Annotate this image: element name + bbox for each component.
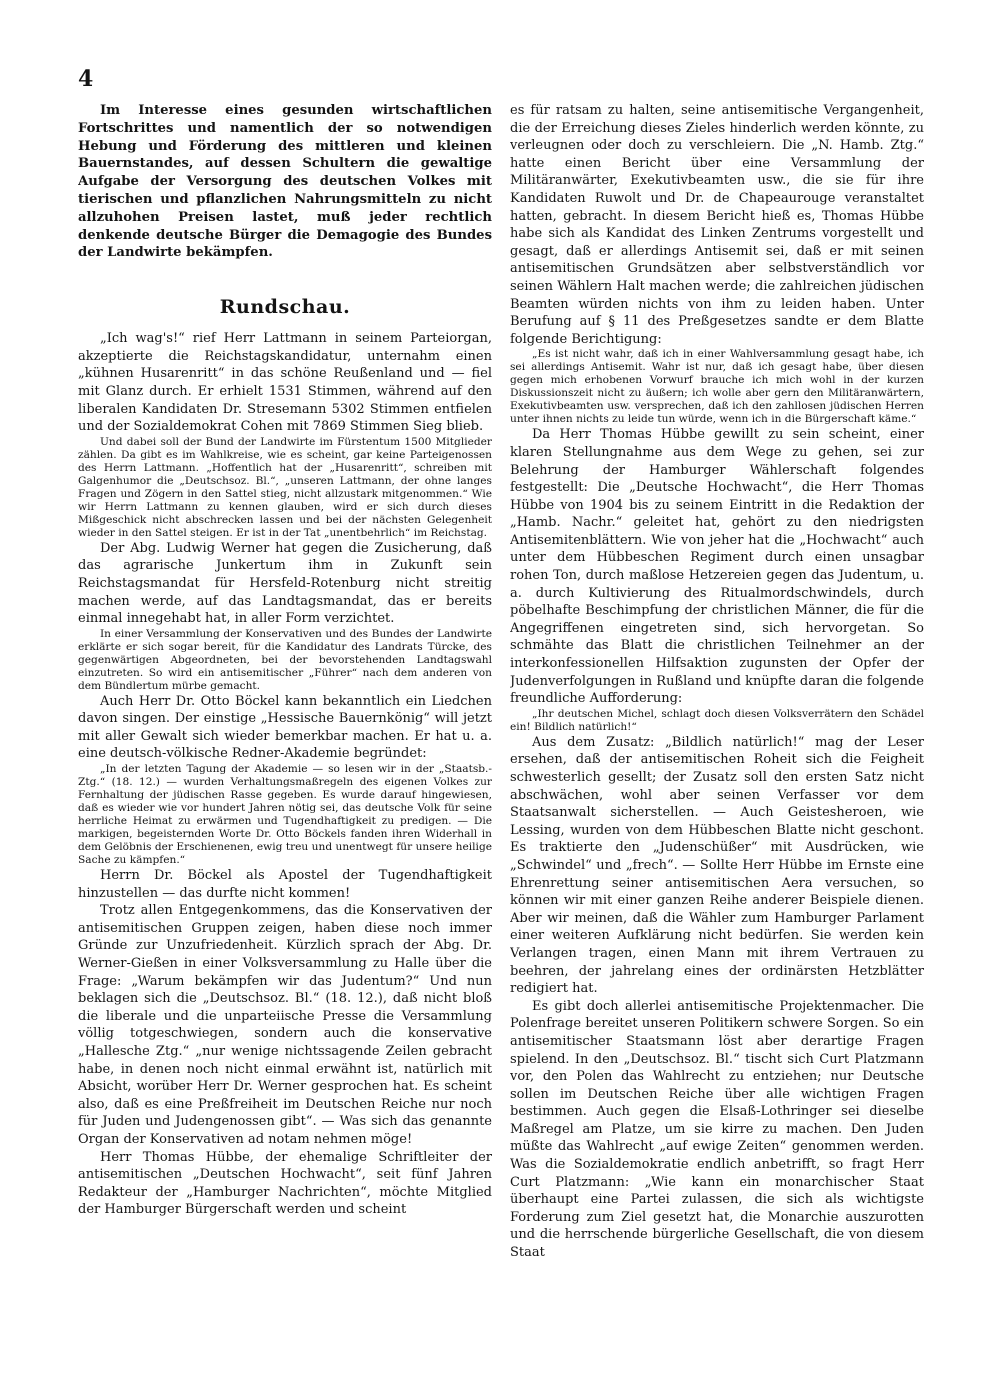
left-column [78, 102, 492, 1337]
left-column-body [78, 330, 492, 1219]
article-paragraph: Aus dem Zusatz: „Bildlich natürlich!“ mag der Leser ersehen, daß der antisemitischen Roheit sich die Feigheit schwesterlich gesellt; der Zusatz soll den ersten Satz nicht abschwächen, wohl aber seinen Verfasser vor dem Staatsanwalt sicherstellen. — Auch Geistesheroen, wie Lessing, wurden von dem Hübbeschen Blatte nicht geschont. Es traktierte den „Judenschüßer“ mit Ausdrücken, wie „Schwindel“ und „frech“. — Sollte Herr Hübbe im Ernste eine Ehrenrettung seiner antisemitischen Aera versuchen, so können wir mit einer ganzen Reihe anderer Beispiele dienen. Aber wir meinen, daß die Wähler zum Hamburger Parlament einer weiteren Aufklärung nicht bedürfen. Sie werden kein Verlangen tragen, einen Mann mit ihrem Vertrauen zu beehren, der jahrelang eines der ordinärsten Hetzblätter redigiert hat. [510, 734, 924, 997]
article-paragraph: Der Abg. Ludwig Werner hat gegen die Zusicherung, daß das agrarische Junkertum ihm in Zukunft sein Reichstagsmandat für Hersfeld-Rotenburg nicht streitig machen werde, auf das Landtagsmandat, das er bereits einmal innegehabt hat, in aller Form verzichtet. [78, 540, 492, 627]
article-paragraph: Trotz allen Entgegenkommens, das die Konservativen der antisemitischen Gruppen zeigen, haben diese noch immer Gründe zur Unzufriedenheit. Kürzlich sprach der Abg. Dr. Werner-Gießen in einer Volksversammlung zu Halle über die Frage: „Warum bekämpfen wir das Judentum?“ Und nun beklagen sich die „Deutschsoz. Bl.“ (18. 12.), daß nicht bloß die liberale und die unparteiische Presse die Versammlung völlig totgeschwiegen, sondern auch die konservative „Hallesche Ztg.“ „nur wenige nichtssagende Zeilen gebracht habe, in denen noch nicht einmal erwähnt ist, natürlich mit Absicht, worüber Herr Dr. Werner gesprochen hat. Es scheint also, daß es eine Preßfreiheit im Deutschen Reiche nur noch für Juden und Judengenossen gibt“. — Was sich das genannte Organ der Konservativen ad notam nehmen möge! [78, 903, 492, 1147]
quoted-paragraph: „Ihr deutschen Michel, schlagt doch diesen Volksverrätern den Schädel ein! Bildlich natürlich!“ [510, 707, 924, 733]
article-paragraph: Auch Herr Dr. Otto Böckel kann bekanntlich ein Liedchen davon singen. Der einstige „Hessische Bauernkönig“ will jetzt mit aller Gewalt sich wieder bemerkbar machen. Er hat u. a. eine deutsch-völkische Redner-Akademie begründet: [78, 693, 492, 762]
section-heading: Rundschau. [219, 296, 351, 319]
page-number: 4 [78, 66, 94, 92]
article-paragraph: es für ratsam zu halten, seine antisemitische Vergangenheit, die der Erreichung dieses Zieles hinderlich werden könnte, zu verleugnen oder doch zu verschleiern. Die „N. Hamb. Ztg.“ hatte einen Bericht über eine Versammlung der Militäranwärter, Exekutivbeamten usw., die sie für ihre Kandidaten Ruwolt und Dr. de Chapeaurouge veranstaltet hatten, gebracht. In diesem Bericht hieß es, Thomas Hübbe habe sich als Kandidat des Linken Zentrums vorgestellt und gesagt, daß er allerdings Antisemit sei, daß er mit seinen antisemitischen Grundsätzen aber selbstverständlich vor seinen Wählern Halt machen werde; die zahlreichen jüdischen Beamten würden nichts von ihm zu leiden haben. Unter Berufung auf § 11 des Preßgesetzes sandte er dem Blatte folgende Berichtigung: [510, 103, 924, 347]
quoted-paragraph: Und dabei soll der Bund der Landwirte im Fürstentum 1500 Mitglieder zählen. Da gibt es im Wahlkreise, wie es scheint, gar keine Parteigenossen des Herrn Lattmann. „Hoffentlich hat der „Husarenritt“, schreiben mit Galgenhumor die „Deutschsoz. Bl.“, „unseren Lattmann, der ohne langes Fragen und Zögern in den Sattel stieg, nicht allzustark mitgenommen.“ Wie wir Herrn Lattmann zu kennen glauben, wird er sich durch dieses Mißgeschick nicht abschrecken lassen und bei der nächsten Gelegenheit wieder in den Sattel steigen. Er ist in der Tat „unentbehrlich“ im Reichstag. [78, 435, 492, 539]
right-column-body [510, 102, 924, 1262]
article-paragraph: Es gibt doch allerlei antisemitische Projektenmacher. Die Polenfrage bereitet unseren Politikern schwere Sorgen. So ein antisemitischer Staatsmann löst aber derartige Fragen spielend. In den „Deutschsoz. Bl.“ tischt sich Curt Platzmann vor, den Polen das Wahlrecht zu entziehen; nur Deutsche sollen im Deutschen Reiche über alle wichtigen Fragen bestimmen. Auch gegen die Elsaß-Lothringer sei dieselbe Maßregel am Platze, um sie kirre zu machen. Den Juden müßte das Wahlrecht „auf ewige Zeiten“ genommen werden. Was die Sozialdemokratie endlich anbetrifft, so fragt Herr Curt Platzmann: „Wie kann ein monarchischer Staat überhaupt eine Partei zulassen, die sich als wichtigste Forderung zum Ziel gesetzt hat, die Monarchie auszurotten und die herrschende bürgerliche Gesellschaft, die von diesem Staat [510, 998, 924, 1261]
quoted-paragraph: „In der letzten Tagung der Akademie — so lesen wir in der „Staatsb.-Ztg.“ (18. 12.) — wurden Verhaltungsmaßregeln des eigenen Volkes zur Fernhaltung der jüdischen Rasse gegeben. Es wurde darauf hingewiesen, daß es wieder wie vor hundert Jahren nötig sei, das deutsche Volk für seine herrliche Heimat zu erwärmen und Tugendhaftigkeit zu predigen. — Die markigen, begeisternden Worte Dr. Otto Böckels fanden ihren Widerhall in dem Gelöbnis der Erschienenen, ewig treu und unentwegt für unsere heilige Sache zu kämpfen.“ [78, 763, 492, 867]
right-column [510, 102, 924, 1337]
article-paragraph: Herr Thomas Hübbe, der ehemalige Schriftleiter der antisemitischen „Deutschen Hochwacht“, seit fünf Jahren Redakteur der „Hamburger Nachrichten“, möchte Mitglied der Hamburger Bürgerschaft werden und scheint [78, 1149, 492, 1218]
article-paragraph: Herrn Dr. Böckel als Apostel der Tugendhaftigkeit hinzustellen — das durfte nicht kommen! [78, 868, 492, 901]
article-paragraph: Da Herr Thomas Hübbe gewillt zu sein scheint, einer klaren Stellungnahme aus dem Wege zu gehen, sei zur Belehrung der Hamburger Wählerschaft folgendes festgestellt: Die „Deutsche Hochwacht“, die Herr Thomas Hübbe von 1904 bis zu seinem Eintritt in die Redaktion der „Hamb. Nachr.“ geleitet hat, gehört zu den niedrigsten Antisemitenblättern. Wie von jeher hat die „Hochwacht“ auch unter dem Hübbeschen Regiment durch einen unsagbar rohen Ton, durch maßlose Hetzereien gegen das Judentum, u. a. durch Kultivierung des Ritualmordschwindels, durch pöbelhafte Beschimpfung der christlichen Männer, die für die Angegriffenen eingetreten sind, sich hervorgetan. So schmähte das Blatt die christlichen Teilnehmer an der interkonfessionellen Hilfsaktion zugunsten der Opfer der Judenverfolgungen in Rußland und knüpfte daran die folgende freundliche Aufforderung: [510, 427, 924, 707]
intro-paragraph: Im Interesse eines gesunden wirtschaftlichen Fortschrittes und namentlich der so notwendigen Hebung und Förderung des mittleren und kleinen Bauernstandes, auf dessen Schultern die gewaltige Aufgabe der Versorgung des deutschen Volkes mit tierischen und pflanzlichen Nahrungsmitteln zu nicht allzuhohen Preisen lastet, muß jeder rechtlich denkende deutsche Bürger die Demagogie des Bundes der Landwirte bekämpfen. [78, 103, 492, 261]
quoted-paragraph: „Es ist nicht wahr, daß ich in einer Wahlversammlung gesagt habe, ich sei allerdings Antisemit. Wahr ist nur, daß ich gesagt habe, über diesen gegen mich erhobenen Vorwurf brauche ich mich wohl in der kurzen Diskussionszeit nicht zu äußern; ich wolle aber gern den Militäranwärtern, Exekutivbeamten usw. versprechen, daß ich den zahllosen jüdischen Herren unter ihnen nichts zu leide tun würde, wenn ich in die Bürgerschaft käme.“ [510, 348, 924, 426]
quoted-paragraph: In einer Versammlung der Konservativen und des Bundes der Landwirte erklärte er sich sogar bereit, für die Kandidatur des Landrats Türcke, des gegenwärtigen Abgeordneten, bei der bevorstehenden Landtagswahl einzutreten. So wird ein antisemitischer „Führer“ nach dem anderen von dem Bündlertum mürbe gemacht. [78, 627, 492, 692]
article-paragraph: „Ich wag's!“ rief Herr Lattmann in seinem Parteiorgan, akzeptierte die Reichstagskandidatur, unternahm einen „kühnen Husarenritt“ in das schöne Reußenland und — fiel mit Glanz durch. Er erhielt 1531 Stimmen, während auf den liberalen Kandidaten Dr. Stresemann 5302 Stimmen entfielen und der Sozialdemokrat Cohen mit 7869 Stimmen Sieg blieb. [78, 331, 492, 435]
